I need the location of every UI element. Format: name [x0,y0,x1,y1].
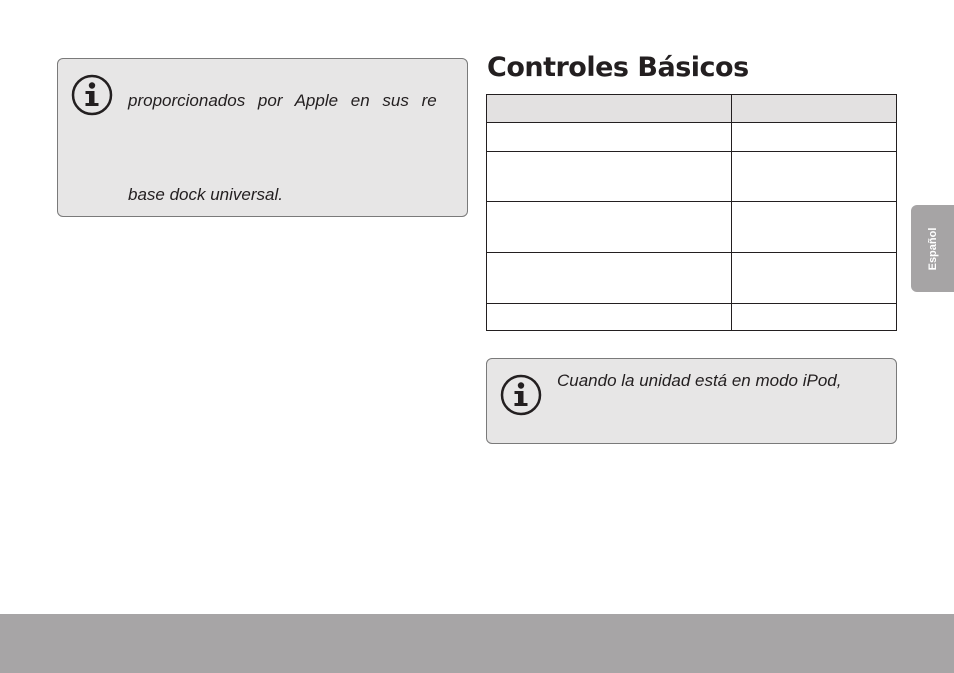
table-row [487,123,897,152]
note-left-line-2: base dock universal. [128,185,283,204]
table-header-cell [487,95,732,123]
controls-table [486,94,897,331]
table-header-row [487,95,897,123]
table-cell [487,123,732,152]
table-row [487,152,897,202]
table-cell [487,202,732,253]
language-tab [911,205,954,292]
table-cell [732,152,897,202]
table-row [487,253,897,304]
note-right-line-1: Cuando la unidad está en modo iPod, [557,371,842,390]
table-cell [732,253,897,304]
table-header-cell [732,95,897,123]
table-cell [487,253,732,304]
table-row [487,304,897,331]
info-note-right [486,358,897,444]
footer-bar [0,614,954,673]
table-cell [487,304,732,331]
note-left-line-1: proporcionados por Apple en sus re [128,91,437,110]
info-note-left [57,58,468,217]
section-heading: Controles Básicos [487,52,749,83]
table-cell [732,304,897,331]
table-cell [487,152,732,202]
table-row [487,202,897,253]
table-cell [732,202,897,253]
language-tab-label: Español [926,227,939,270]
info-icon [499,373,543,417]
info-icon [70,73,114,117]
table-cell [732,123,897,152]
